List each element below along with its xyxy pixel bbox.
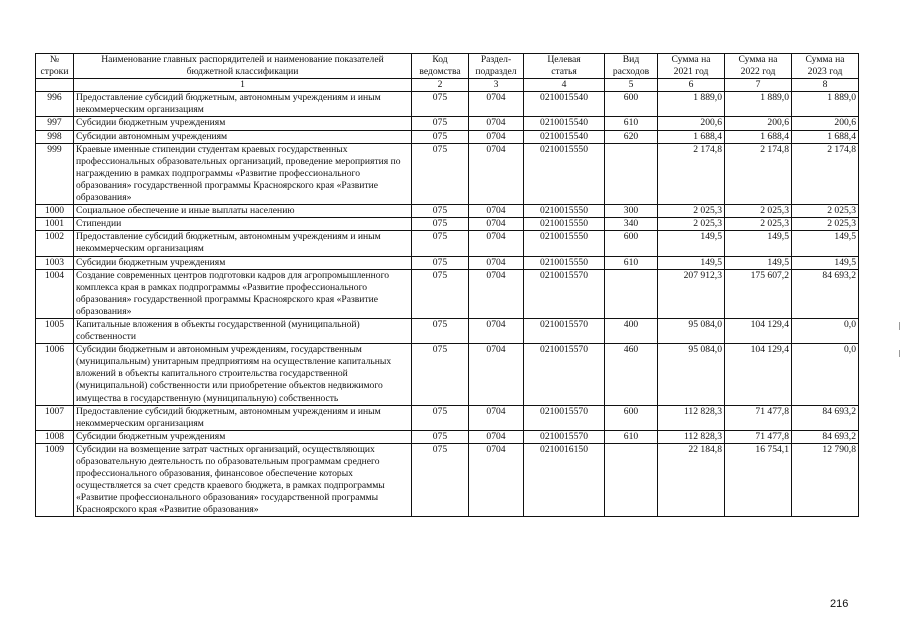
row-sum-2021: 149,5 <box>658 256 725 269</box>
row-sum-2022: 1 889,0 <box>725 92 792 117</box>
row-sum-2022: 2 025,3 <box>725 205 792 218</box>
row-sum-2022: 2 174,8 <box>725 143 792 204</box>
row-name: Стипендии <box>74 218 412 231</box>
row-number: 1009 <box>36 443 74 517</box>
column-number: 7 <box>725 79 792 92</box>
row-target-article: 0210015570 <box>524 318 605 343</box>
row-dept-code: 075 <box>412 405 469 430</box>
row-sum-2021: 2 025,3 <box>658 205 725 218</box>
row-expense-type: 340 <box>605 218 658 231</box>
row-sum-2023: 2 025,3 <box>792 205 859 218</box>
col-header-sum2021 <box>658 54 725 79</box>
table-row <box>36 130 859 143</box>
row-name: Создание современных центров подготовки кадров для агропромышленного комплекса края в рамках подпрограммы «Развитие профессионального образования» государственной программы Красноярского края «Развитие образования» <box>74 269 412 318</box>
col-header-section <box>469 54 524 79</box>
table-row <box>36 117 859 130</box>
row-number: 1003 <box>36 256 74 269</box>
row-name: Предоставление субсидий бюджетным, автономным учреждениям и иным некоммерческим организациям <box>74 231 412 256</box>
row-section: 0704 <box>469 443 524 517</box>
column-number: 5 <box>605 79 658 92</box>
row-sum-2021: 200,6 <box>658 117 725 130</box>
row-sum-2023: 1 688,4 <box>792 130 859 143</box>
row-target-article: 0210015570 <box>524 344 605 405</box>
row-sum-2023: 149,5 <box>792 231 859 256</box>
row-sum-2023: 84 693,2 <box>792 405 859 430</box>
row-name: Субсидии бюджетным учреждениям <box>74 117 412 130</box>
row-dept-code: 075 <box>412 231 469 256</box>
row-target-article: 0210015550 <box>524 205 605 218</box>
row-number: 1000 <box>36 205 74 218</box>
column-number: 2 <box>412 79 469 92</box>
row-target-article: 0210016150 <box>524 443 605 517</box>
row-target-article: 0210015570 <box>524 405 605 430</box>
row-sum-2021: 207 912,3 <box>658 269 725 318</box>
row-target-article: 0210015540 <box>524 92 605 117</box>
column-number-row <box>36 79 859 92</box>
col-header-row-no <box>36 54 74 79</box>
row-dept-code: 075 <box>412 430 469 443</box>
row-name: Субсидии на возмещение затрат частных организаций, осуществляющих образовательную деятельность по образовательным программам среднего профессионального образования, финансовое обеспечение которых осуществляется за счет средств краевого бюджета, в рамках подпрограммы «Развитие профессионального образования» государственной программы Красноярского края «Развитие образования» <box>74 443 412 517</box>
row-expense-type: 400 <box>605 318 658 343</box>
column-number: 4 <box>524 79 605 92</box>
row-expense-type: 610 <box>605 430 658 443</box>
row-section: 0704 <box>469 269 524 318</box>
row-section: 0704 <box>469 218 524 231</box>
row-expense-type <box>605 443 658 517</box>
col-header-name <box>74 54 412 79</box>
table-row <box>36 269 859 318</box>
row-name: Предоставление субсидий бюджетным, автономным учреждениям и иным некоммерческим организациям <box>74 405 412 430</box>
col-header-sum2022 <box>725 54 792 79</box>
row-sum-2023: 0,0 <box>792 344 859 405</box>
row-sum-2023: 200,6 <box>792 117 859 130</box>
row-section: 0704 <box>469 344 524 405</box>
row-expense-type: 600 <box>605 92 658 117</box>
row-sum-2023: 0,0 <box>792 318 859 343</box>
row-sum-2023: 84 693,2 <box>792 430 859 443</box>
row-sum-2022: 1 688,4 <box>725 130 792 143</box>
row-dept-code: 075 <box>412 143 469 204</box>
row-sum-2023: 12 790,8 <box>792 443 859 517</box>
table-row <box>36 318 859 343</box>
row-expense-type: 460 <box>605 344 658 405</box>
row-number: 999 <box>36 143 74 204</box>
row-number: 1002 <box>36 231 74 256</box>
scan-edge-mark <box>899 322 900 330</box>
row-dept-code: 075 <box>412 256 469 269</box>
row-number: 996 <box>36 92 74 117</box>
col-header-target <box>524 54 605 79</box>
row-name: Краевые именные стипендии студентам краевых государственных профессиональных образовательных организаций, проведение мероприятия по награждению в рамках подпрограммы «Развитие профессионального образования» государственной программы Красноярского края «Развитие образования» <box>74 143 412 204</box>
row-section: 0704 <box>469 130 524 143</box>
header-row-no-text: № строки <box>40 54 69 78</box>
table-row <box>36 92 859 117</box>
col-header-dept <box>412 54 469 79</box>
row-expense-type <box>605 143 658 204</box>
row-section: 0704 <box>469 205 524 218</box>
row-target-article: 0210015550 <box>524 143 605 204</box>
row-dept-code: 075 <box>412 218 469 231</box>
row-section: 0704 <box>469 256 524 269</box>
table-row <box>36 405 859 430</box>
row-sum-2021: 112 828,3 <box>658 430 725 443</box>
table-row <box>36 344 859 405</box>
row-section: 0704 <box>469 318 524 343</box>
row-number: 1006 <box>36 344 74 405</box>
row-dept-code: 075 <box>412 117 469 130</box>
row-sum-2023: 84 693,2 <box>792 269 859 318</box>
header-sum2021-text: Сумма на 2021 год <box>671 54 711 78</box>
row-section: 0704 <box>469 92 524 117</box>
row-sum-2023: 2 174,8 <box>792 143 859 204</box>
header-name-text: Наименование главных распорядителей и наименование показателей бюджетной классификации <box>101 54 384 78</box>
budget-table <box>35 53 859 517</box>
row-name: Субсидии автономным учреждениям <box>74 130 412 143</box>
table-body <box>36 92 859 517</box>
row-target-article: 0210015550 <box>524 231 605 256</box>
row-sum-2021: 2 025,3 <box>658 218 725 231</box>
row-dept-code: 075 <box>412 205 469 218</box>
row-target-article: 0210015540 <box>524 117 605 130</box>
row-target-article: 0210015550 <box>524 256 605 269</box>
column-number <box>36 79 74 92</box>
row-name: Субсидии бюджетным учреждениям <box>74 256 412 269</box>
row-number: 1004 <box>36 269 74 318</box>
row-expense-type: 610 <box>605 256 658 269</box>
row-number: 1005 <box>36 318 74 343</box>
row-sum-2021: 1 889,0 <box>658 92 725 117</box>
row-dept-code: 075 <box>412 269 469 318</box>
row-sum-2022: 149,5 <box>725 231 792 256</box>
row-name: Социальное обеспечение и иные выплаты населению <box>74 205 412 218</box>
header-sum2023-text: Сумма на 2023 год <box>805 54 845 78</box>
table-row <box>36 205 859 218</box>
row-number: 1007 <box>36 405 74 430</box>
row-sum-2021: 1 688,4 <box>658 130 725 143</box>
row-number: 997 <box>36 117 74 130</box>
row-expense-type: 600 <box>605 231 658 256</box>
row-expense-type <box>605 269 658 318</box>
column-number: 8 <box>792 79 859 92</box>
col-header-sum2023 <box>792 54 859 79</box>
row-sum-2022: 2 025,3 <box>725 218 792 231</box>
row-sum-2022: 200,6 <box>725 117 792 130</box>
row-sum-2022: 104 129,4 <box>725 318 792 343</box>
table-row <box>36 218 859 231</box>
row-sum-2022: 149,5 <box>725 256 792 269</box>
row-target-article: 0210015540 <box>524 130 605 143</box>
row-sum-2022: 104 129,4 <box>725 344 792 405</box>
row-section: 0704 <box>469 405 524 430</box>
row-sum-2021: 2 174,8 <box>658 143 725 204</box>
column-number: 3 <box>469 79 524 92</box>
row-sum-2023: 149,5 <box>792 256 859 269</box>
header-row <box>36 54 859 79</box>
row-sum-2021: 149,5 <box>658 231 725 256</box>
row-dept-code: 075 <box>412 344 469 405</box>
row-target-article: 0210015550 <box>524 218 605 231</box>
table-row <box>36 231 859 256</box>
scan-edge-mark <box>899 350 900 357</box>
row-sum-2022: 175 607,2 <box>725 269 792 318</box>
row-dept-code: 075 <box>412 92 469 117</box>
header-sum2022-text: Сумма на 2022 год <box>738 54 778 78</box>
row-sum-2022: 71 477,8 <box>725 405 792 430</box>
row-number: 1008 <box>36 430 74 443</box>
row-expense-type: 600 <box>605 405 658 430</box>
row-sum-2023: 2 025,3 <box>792 218 859 231</box>
row-target-article: 0210015570 <box>524 269 605 318</box>
page-number: 216 <box>830 598 849 610</box>
row-sum-2022: 71 477,8 <box>725 430 792 443</box>
row-section: 0704 <box>469 430 524 443</box>
row-section: 0704 <box>469 117 524 130</box>
row-number: 998 <box>36 130 74 143</box>
row-sum-2021: 95 084,0 <box>658 344 725 405</box>
table-row <box>36 430 859 443</box>
row-number: 1001 <box>36 218 74 231</box>
table-row <box>36 256 859 269</box>
column-number: 6 <box>658 79 725 92</box>
row-dept-code: 075 <box>412 130 469 143</box>
header-dept-text: Код ведомства <box>419 54 461 78</box>
row-dept-code: 075 <box>412 443 469 517</box>
row-name: Субсидии бюджетным и автономным учреждениям, государственным (муниципальным) унитарным предприятиям на осуществление капитальных вложений в объекты капитального строительства государственной (муниципальной) собственности или приобретение объектов недвижимого имущества в государственную (муниципальную) собственность <box>74 344 412 405</box>
row-name: Субсидии бюджетным учреждениям <box>74 430 412 443</box>
col-header-exp-type <box>605 54 658 79</box>
row-sum-2022: 16 754,1 <box>725 443 792 517</box>
row-expense-type: 620 <box>605 130 658 143</box>
row-sum-2021: 112 828,3 <box>658 405 725 430</box>
row-dept-code: 075 <box>412 318 469 343</box>
row-expense-type: 610 <box>605 117 658 130</box>
row-target-article: 0210015570 <box>524 430 605 443</box>
header-target-text: Целевая статья <box>547 54 581 78</box>
row-sum-2021: 95 084,0 <box>658 318 725 343</box>
row-name: Капитальные вложения в объекты государственной (муниципальной) собственности <box>74 318 412 343</box>
row-name: Предоставление субсидий бюджетным, автономным учреждениям и иным некоммерческим организациям <box>74 92 412 117</box>
row-sum-2023: 1 889,0 <box>792 92 859 117</box>
row-expense-type: 300 <box>605 205 658 218</box>
row-section: 0704 <box>469 231 524 256</box>
header-exp-type-text: Вид расходов <box>612 54 650 78</box>
row-sum-2021: 22 184,8 <box>658 443 725 517</box>
table-row <box>36 443 859 517</box>
table-row <box>36 143 859 204</box>
row-section: 0704 <box>469 143 524 204</box>
column-number: 1 <box>74 79 412 92</box>
header-section-text: Раздел- подраздел <box>475 54 517 78</box>
